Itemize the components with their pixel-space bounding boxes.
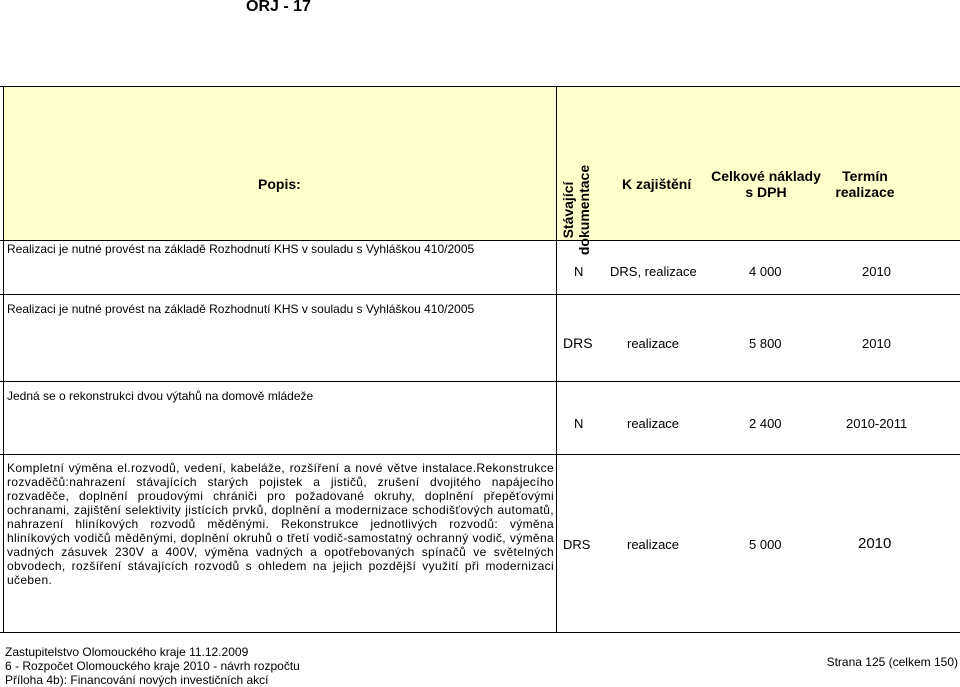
footer-line-2: 6 - Rozpočet Olomouckého kraje 2010 - návrh rozpočtu xyxy=(5,659,300,673)
row-stav: DRS xyxy=(563,537,591,552)
row-k-zajisteni: realizace xyxy=(627,537,680,552)
row-stav: DRS xyxy=(563,335,593,351)
divider xyxy=(0,632,960,633)
page-title: ORJ - 17 xyxy=(246,0,311,15)
divider xyxy=(3,86,4,633)
page-number: Strana 125 (celkem 150) xyxy=(826,655,958,669)
header-k-zajisteni: K zajištění xyxy=(622,176,692,192)
header-popis: Popis: xyxy=(258,176,301,192)
row-description: Jedná se o rekonstrukci dvou výtahů na domově mládeže xyxy=(7,389,314,403)
row-description: Realizaci je nutné provést na základě Rozhodnutí KHS v souladu s Vyhláškou 410/2005 xyxy=(7,242,475,256)
divider xyxy=(0,381,960,382)
row-naklady: 5 800 xyxy=(749,336,782,351)
row-termin: 2010-2011 xyxy=(846,416,908,431)
row-stav: N xyxy=(574,264,584,279)
row-termin: 2010 xyxy=(862,336,891,351)
divider xyxy=(0,240,960,241)
row-stav: N xyxy=(574,416,584,431)
row-k-zajisteni: realizace xyxy=(627,416,680,431)
row-termin: 2010 xyxy=(858,535,892,552)
divider xyxy=(0,454,960,455)
divider xyxy=(0,86,960,87)
row-termin: 2010 xyxy=(862,264,891,279)
table-header-band xyxy=(3,86,960,240)
row-k-zajisteni: realizace xyxy=(627,336,680,351)
row-k-zajisteni: DRS, realizace xyxy=(610,264,697,279)
header-termin: Termín realizace xyxy=(835,168,895,200)
row-naklady: 5 000 xyxy=(749,537,782,552)
row-description: Kompletní výměna el.rozvodů, vedení, kabeláže, rozšíření a nové větve instalace.Rekonstrukce rozvaděčů:nahrazení stávajících starých pojistek a jističů, zrušení dvojitého napájecího rozvaděče, doplnění proudovými chrániči pro požadované okruhy, doplnění přepěťovými ochranami, zajištění selektivity jistících prvků, doplnění a modernizace schodišťových automatů, nahrazení hliníkových rozvodů měděnými. Rekonstrukce jednotlivých rozvodů: výměna hliníkových vodičů měděnými, doplnění okruhů o třetí vodič-samostatný ochranný vodič, výměna vadných zásuvek 230V a 400V, výměna vadných a opotřebovaných spínačů ve světelných obvodech, rozšíření stávajících rozvodů s ohledem na jejich pozdější využití při modernizaci učeben. xyxy=(7,461,554,587)
footer-line-3: Příloha 4b): Financování nových investičních akcí xyxy=(5,673,269,687)
divider xyxy=(0,294,960,295)
row-naklady: 2 400 xyxy=(749,416,782,431)
header-celkove-naklady: Celkové náklady s DPH xyxy=(711,168,821,200)
divider xyxy=(556,86,557,633)
row-description: Realizaci je nutné provést na základě Rozhodnutí KHS v souladu s Vyhláškou 410/2005 xyxy=(7,302,475,316)
footer-line-1: Zastupitelstvo Olomouckého kraje 11.12.2009 xyxy=(5,645,249,659)
row-naklady: 4 000 xyxy=(749,264,782,279)
header-stavajici-label: Stávající dokumentace xyxy=(560,164,592,256)
